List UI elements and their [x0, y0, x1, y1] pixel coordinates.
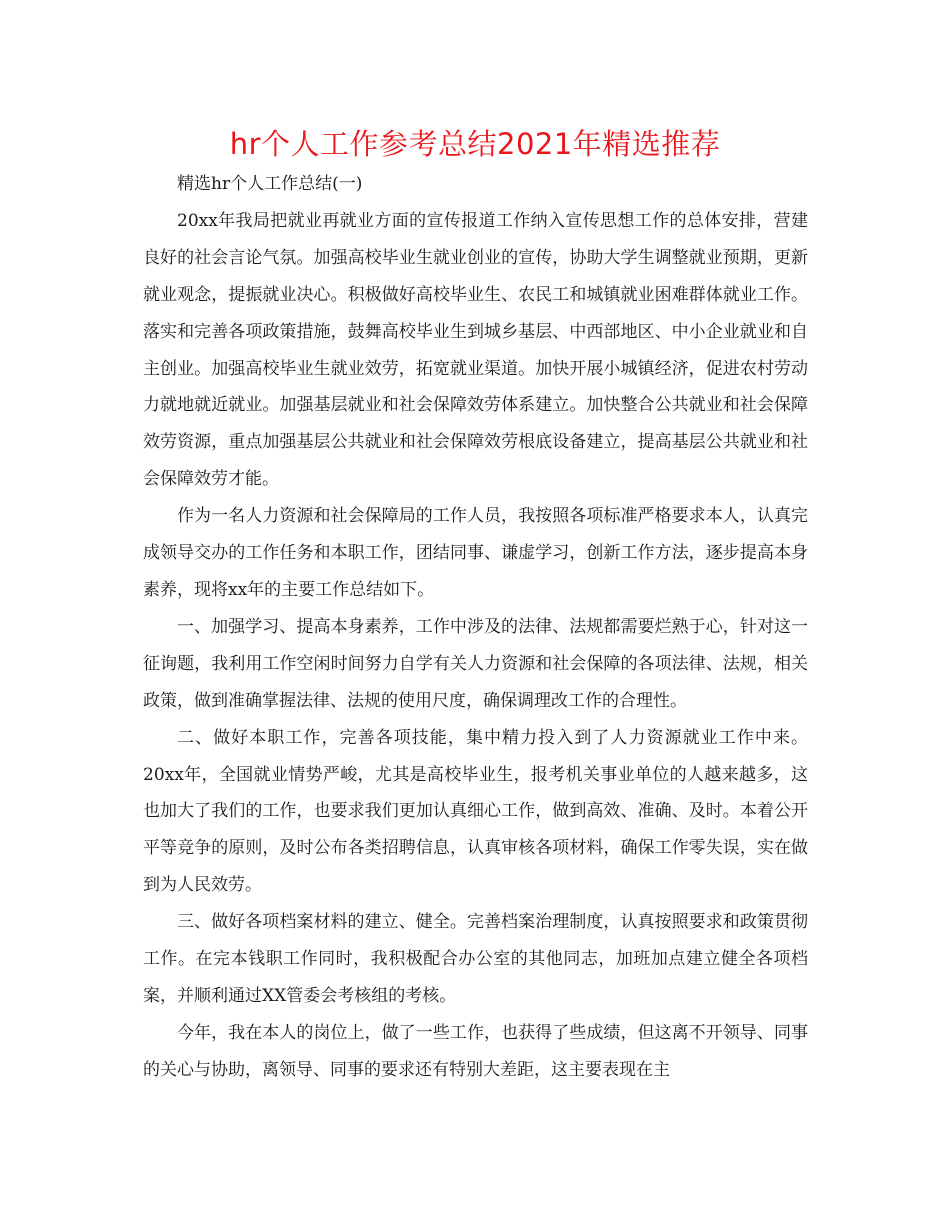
- paragraph-2: 作为一名人力资源和社会保障局的工作人员，我按照各项标准严格要求本人，认真完成领导交办的工作任务和本职工作，团结同事、谦虚学习，创新工作方法，逐步提高本身素养，现将xx年的主要工作总结如下。: [143, 506, 808, 600]
- paragraph-5: 三、做好各项档案材料的建立、健全。完善档案治理制度，认真按照要求和政策贯彻工作。在完本钱职工作同时，我积极配合办公室的其他同志，加班加点建立健全各项档案，并顺利通过XX管委会考核组的考核。: [143, 912, 808, 1006]
- document-body: [143, 166, 808, 1089]
- paragraph-4: 二、做好本职工作，完善各项技能，集中精力投入到了人力资源就业工作中来。20xx年，全国就业情势严峻，尤其是高校毕业生，报考机关事业单位的人越来越多，这也加大了我们的工作，也要求我们更加认真细心工作，做到高效、准确、及时。本着公开平等竞争的原则，及时公布各类招聘信息，认真审核各项材料，确保工作零失误，实在做到为人民效劳。: [143, 727, 808, 896]
- document-title: hr个人工作参考总结2021年精选推荐: [229, 127, 721, 161]
- section-heading: 精选hr个人工作总结(一): [177, 174, 363, 194]
- paragraph-3: 一、加强学习、提高本身素养，工作中涉及的法律、法规都需要烂熟于心，针对这一征询题，我利用工作空闲时间努力自学有关人力资源和社会保障的各项法律、法规，相关政策，做到准确掌握法律、法规的使用尺度，确保调理改工作的合理性。: [143, 616, 808, 711]
- paragraph-6: 今年，我在本人的岗位上，做了一些工作，也获得了些成绩，但这离不开领导、同事的关心与协助，离领导、同事的要求还有特别大差距，这主要表现在主: [143, 1022, 808, 1080]
- paragraph-1: 20xx年我局把就业再就业方面的宣传报道工作纳入宣传思想工作的总体安排，营建良好的社会言论气氛。加强高校毕业生就业创业的宣传，协助大学生调整就业预期，更新就业观念，提振就业决心。积极做好高校毕业生、农民工和城镇就业困难群体就业工作。落实和完善各项政策措施，鼓舞高校毕业生到城乡基层、中西部地区、中小企业就业和自主创业。加强高校毕业生就业效劳，拓宽就业渠道。加快开展小城镇经济，促进农村劳动力就地就近就业。加强基层就业和社会保障效劳体系建立。加快整合公共就业和社会保障效劳资源，重点加强基层公共就业和社会保障效劳根底设备建立，提高基层公共就业和社会保障效劳才能。: [143, 210, 808, 490]
